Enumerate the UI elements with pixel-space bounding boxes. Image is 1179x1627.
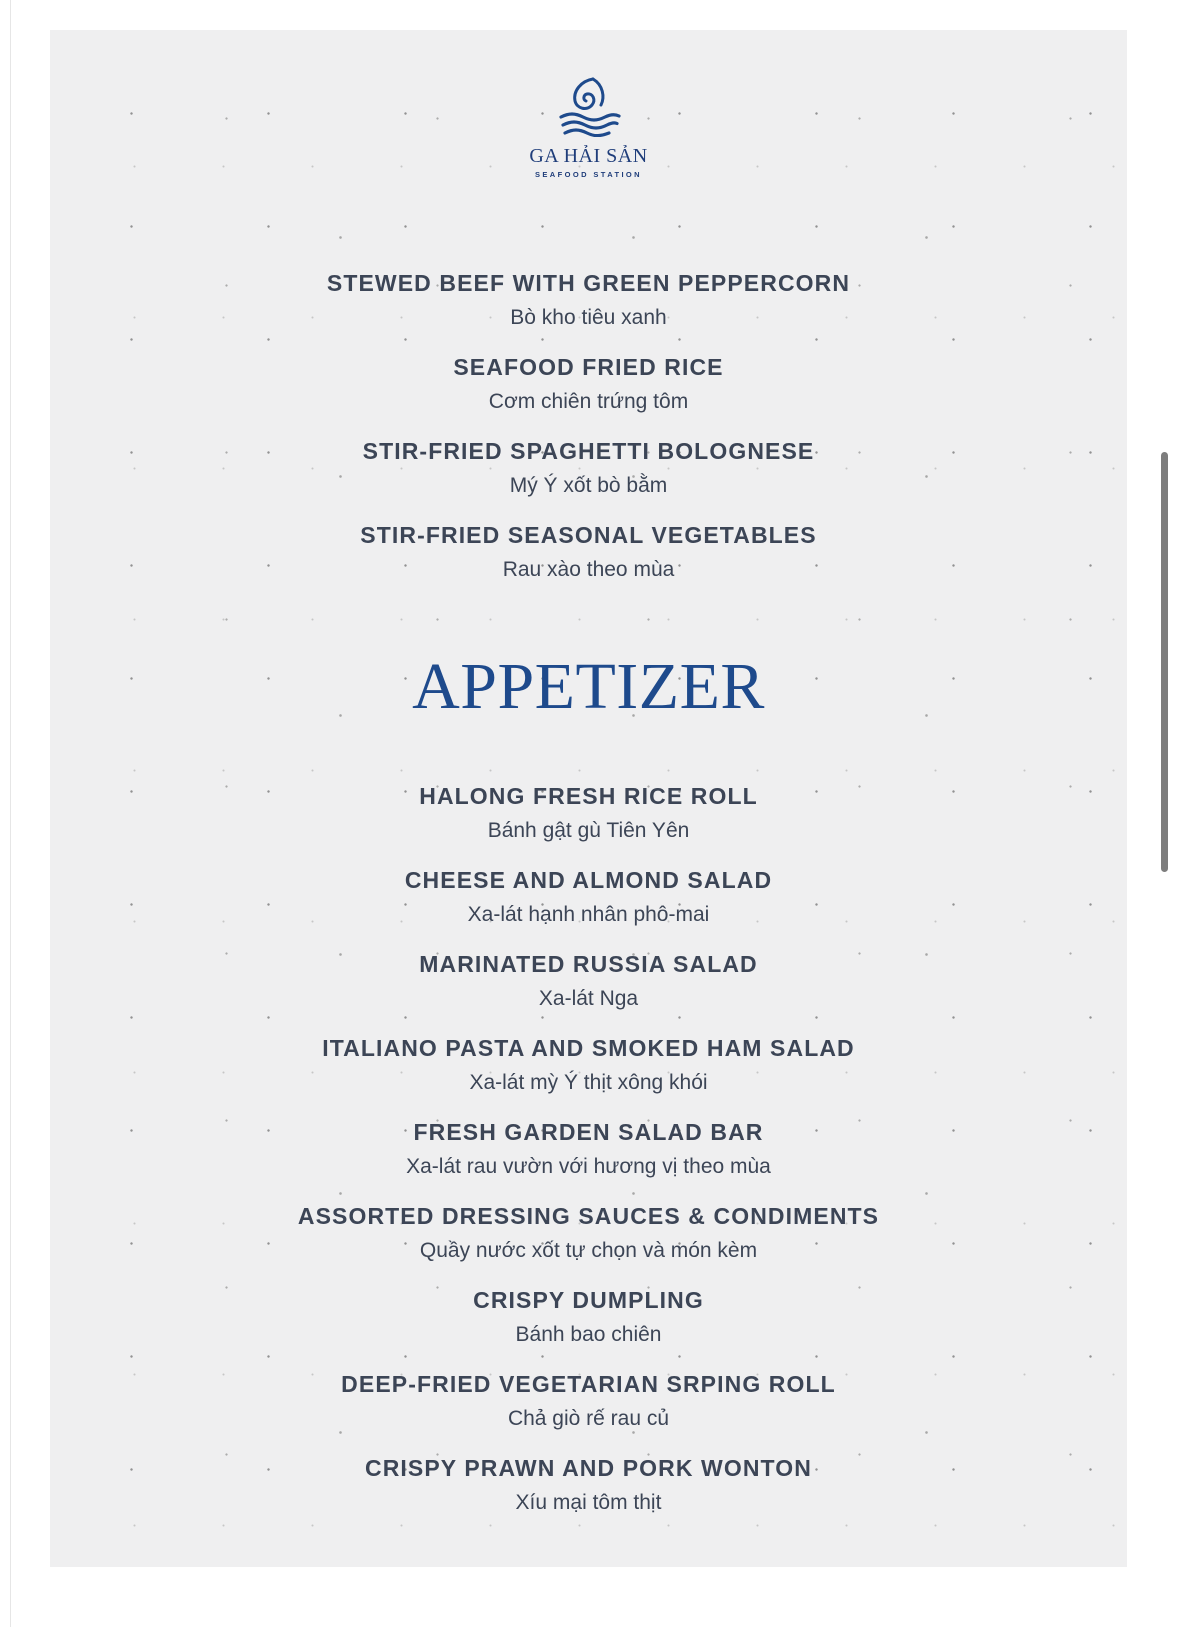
- seashell-waves-icon: [557, 73, 621, 137]
- dish-name-en: MARINATED RUSSIA SALAD: [419, 951, 758, 977]
- dish-name-vi: Xa-lát rau vườn với hương vị theo mùa: [406, 1155, 771, 1178]
- dish-name-en: CRISPY PRAWN AND PORK WONTON: [365, 1455, 812, 1481]
- menu-item: [50, 778, 1127, 862]
- dish-name-en: FRESH GARDEN SALAD BAR: [413, 1119, 764, 1145]
- dish-name-vi: Bánh bao chiên: [515, 1323, 662, 1346]
- menu-item: [50, 517, 1127, 601]
- menu-item: [50, 265, 1127, 349]
- dish-name-en: DEEP-FRIED VEGETARIAN SRPING ROLL: [341, 1371, 836, 1397]
- brand-logo: [50, 73, 1127, 179]
- dish-name-vi: Chả giò rế rau củ: [507, 1407, 670, 1430]
- menu-item: [50, 1450, 1127, 1534]
- menu-item: [50, 1030, 1127, 1114]
- appetizer-heading: APPETIZER: [412, 650, 765, 723]
- menu-item: [50, 1198, 1127, 1282]
- dish-name-vi: Quầy nước xốt tự chọn và món kèm: [419, 1239, 758, 1262]
- dish-name-vi: Xa-lát Nga: [538, 987, 639, 1010]
- menu-item: [50, 946, 1127, 1030]
- dish-name-en: CHEESE AND ALMOND SALAD: [404, 867, 773, 893]
- brand-name: GA HẢI SẢN: [529, 145, 648, 167]
- menu-item: [50, 1114, 1127, 1198]
- menu-item: [50, 433, 1127, 517]
- menu-page: [50, 30, 1127, 1567]
- dish-name-vi: Cơm chiên trứng tôm: [488, 390, 689, 413]
- dish-name-vi: Bò kho tiêu xanh: [510, 306, 667, 329]
- dish-name-en: ITALIANO PASTA AND SMOKED HAM SALAD: [322, 1035, 855, 1061]
- main-course-list: [50, 265, 1127, 601]
- menu-item: [50, 862, 1127, 946]
- dish-name-vi: Mý Ý xốt bò bằm: [509, 474, 668, 497]
- dish-name-en: STIR-FRIED SPAGHETTI BOLOGNESE: [362, 438, 815, 464]
- dish-name-vi: Rau xào theo mùa: [502, 558, 675, 581]
- dish-name-en: SEAFOOD FRIED RICE: [453, 354, 724, 380]
- dish-name-en: STEWED BEEF WITH GREEN PEPPERCORN: [326, 270, 851, 296]
- menu-item: [50, 349, 1127, 433]
- scrollbar-thumb[interactable]: [1161, 452, 1168, 872]
- brand-tagline: SEAFOOD STATION: [535, 170, 642, 179]
- viewer-edge-line: [10, 0, 11, 1627]
- dish-name-vi: Xíu mại tôm thịt: [515, 1491, 662, 1514]
- menu-item: [50, 1366, 1127, 1450]
- dish-name-en: ASSORTED DRESSING SAUCES & CONDIMENTS: [297, 1203, 880, 1229]
- dish-name-en: HALONG FRESH RICE ROLL: [419, 783, 758, 809]
- menu-item: [50, 1282, 1127, 1366]
- dish-name-en: STIR-FRIED SEASONAL VEGETABLES: [360, 522, 817, 548]
- dish-name-vi: Xa-lát mỳ Ý thịt xông khói: [469, 1071, 708, 1094]
- appetizer-list: [50, 778, 1127, 1534]
- dish-name-en: CRISPY DUMPLING: [473, 1287, 704, 1313]
- dish-name-vi: Bánh gật gù Tiên Yên: [487, 819, 690, 842]
- dish-name-vi: Xa-lát hạnh nhân phô-mai: [467, 903, 710, 926]
